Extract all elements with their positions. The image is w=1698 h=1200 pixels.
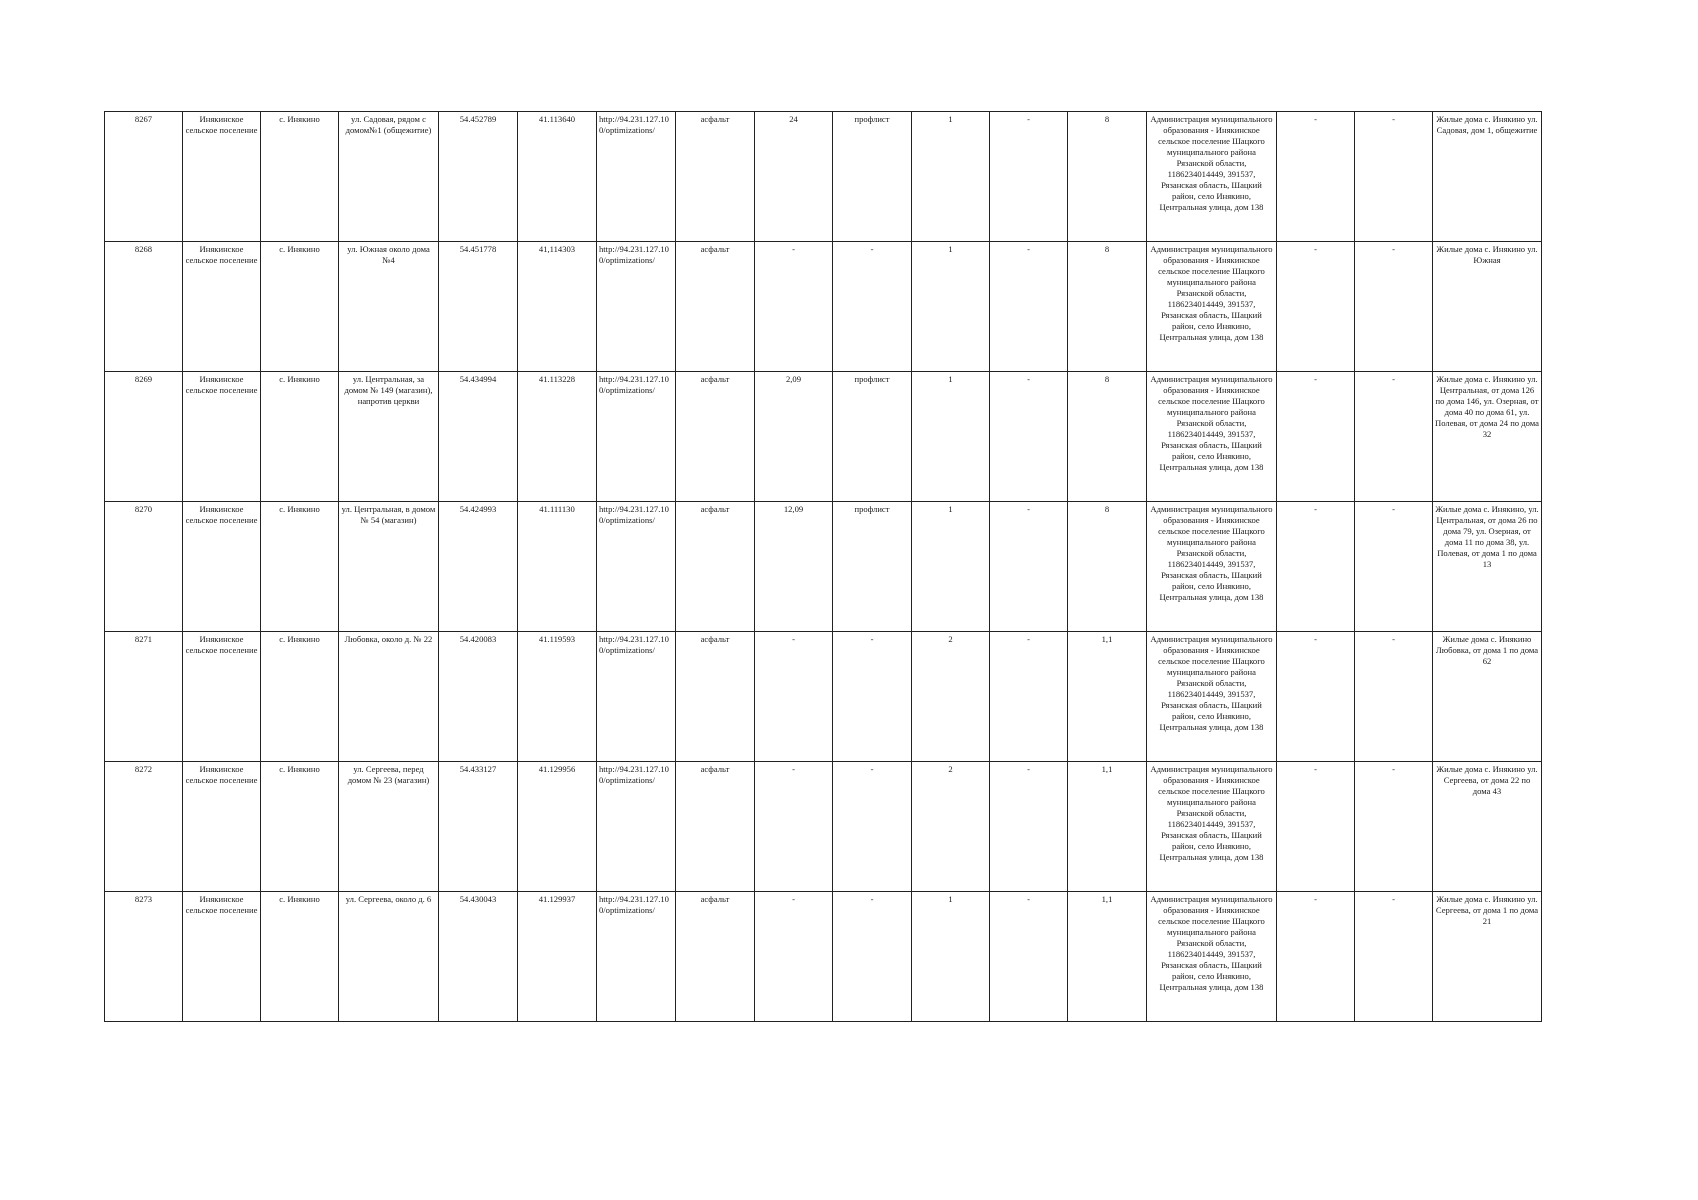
- table-row: [105, 502, 1542, 632]
- container-count-cell: 2: [912, 632, 990, 762]
- table-row: [105, 632, 1542, 762]
- row-number: 8272: [105, 762, 183, 892]
- map-link[interactable]: http://94.231.127.100/optimizations/: [597, 632, 676, 762]
- map-link[interactable]: http://94.231.127.100/optimizations/: [597, 112, 676, 242]
- settlement-cell: Инякинское сельское поселение: [183, 372, 261, 502]
- area-cell: -: [755, 892, 833, 1022]
- container-count-cell: 1: [912, 112, 990, 242]
- longitude-cell: 41.111130: [518, 502, 597, 632]
- volume-cell: 1,1: [1068, 632, 1147, 762]
- extra-cell-1: -: [1277, 242, 1355, 372]
- planned-container-cell: -: [990, 762, 1068, 892]
- address-cell: ул. Сергеева, около д. 6: [339, 892, 439, 1022]
- longitude-cell: 41.113640: [518, 112, 597, 242]
- table-row: [105, 762, 1542, 892]
- fence-cell: профлист: [833, 372, 912, 502]
- container-count-cell: 1: [912, 372, 990, 502]
- owner-cell: Администрация муниципального образования - Инякинское сельское поселение Шацкого муниципального района Рязанской области, 1186234014449, 391537, Рязанская область, Шацкий район, село Инякино, Центральная улица, дом 138: [1147, 112, 1277, 242]
- served-objects-cell: Жилые дома с. Инякино ул. Южная: [1433, 242, 1542, 372]
- row-number: 8273: [105, 892, 183, 1022]
- locality-cell: с. Инякино: [261, 762, 339, 892]
- latitude-cell: 54.430043: [439, 892, 518, 1022]
- extra-cell-2: -: [1355, 112, 1433, 242]
- settlement-cell: Инякинское сельское поселение: [183, 112, 261, 242]
- served-objects-cell: Жилые дома с. Инякино ул. Центральная, от дома 126 по дома 146, ул. Озерная, от дома 40 по дома 61, ул. Полевая, от дома 24 по дома 32: [1433, 372, 1542, 502]
- extra-cell-2: -: [1355, 372, 1433, 502]
- row-number: 8271: [105, 632, 183, 762]
- latitude-cell: 54.420083: [439, 632, 518, 762]
- locality-cell: с. Инякино: [261, 242, 339, 372]
- extra-cell-1: -: [1277, 892, 1355, 1022]
- owner-cell: Администрация муниципального образования - Инякинское сельское поселение Шацкого муниципального района Рязанской области, 1186234014449, 391537, Рязанская область, Шацкий район, село Инякино, Центральная улица, дом 138: [1147, 632, 1277, 762]
- table-row: [105, 372, 1542, 502]
- surface-cell: асфальт: [676, 632, 755, 762]
- owner-cell: Администрация муниципального образования - Инякинское сельское поселение Шацкого муниципального района Рязанской области, 1186234014449, 391537, Рязанская область, Шацкий район, село Инякино, Центральная улица, дом 138: [1147, 892, 1277, 1022]
- planned-container-cell: -: [990, 372, 1068, 502]
- longitude-cell: 41,114303: [518, 242, 597, 372]
- area-cell: 12,09: [755, 502, 833, 632]
- fence-cell: -: [833, 762, 912, 892]
- surface-cell: асфальт: [676, 892, 755, 1022]
- latitude-cell: 54.434994: [439, 372, 518, 502]
- volume-cell: 8: [1068, 502, 1147, 632]
- address-cell: ул. Садовая, рядом с домом№1 (общежитие): [339, 112, 439, 242]
- address-cell: ул. Южная около дома №4: [339, 242, 439, 372]
- registry-table: [104, 111, 1542, 1022]
- extra-cell-1: -: [1277, 762, 1355, 892]
- settlement-cell: Инякинское сельское поселение: [183, 632, 261, 762]
- table-row: [105, 242, 1542, 372]
- volume-cell: 8: [1068, 372, 1147, 502]
- settlement-cell: Инякинское сельское поселение: [183, 892, 261, 1022]
- fence-cell: профлист: [833, 112, 912, 242]
- settlement-cell: Инякинское сельское поселение: [183, 502, 261, 632]
- longitude-cell: 41.129937: [518, 892, 597, 1022]
- served-objects-cell: Жилые дома с. Инякино ул. Садовая, дом 1, общежитие: [1433, 112, 1542, 242]
- row-number: 8268: [105, 242, 183, 372]
- latitude-cell: 54.433127: [439, 762, 518, 892]
- area-cell: -: [755, 632, 833, 762]
- served-objects-cell: Жилые дома с. Инякино ул. Сергеева, от дома 22 по дома 43: [1433, 762, 1542, 892]
- longitude-cell: 41.129956: [518, 762, 597, 892]
- map-link[interactable]: http://94.231.127.100/optimizations/: [597, 242, 676, 372]
- volume-cell: 8: [1068, 242, 1147, 372]
- fence-cell: профлист: [833, 502, 912, 632]
- extra-cell-2: -: [1355, 762, 1433, 892]
- row-number: 8269: [105, 372, 183, 502]
- extra-cell-2: -: [1355, 632, 1433, 762]
- map-link[interactable]: http://94.231.127.100/optimizations/: [597, 502, 676, 632]
- planned-container-cell: -: [990, 632, 1068, 762]
- locality-cell: с. Инякино: [261, 372, 339, 502]
- map-link[interactable]: http://94.231.127.100/optimizations/: [597, 762, 676, 892]
- planned-container-cell: -: [990, 112, 1068, 242]
- served-objects-cell: Жилые дома с. Инякино, ул. Центральная, от дома 26 по дома 79, ул. Озерная, от дома 11 по дома 38, ул. Полевая, от дома 1 по дома 13: [1433, 502, 1542, 632]
- owner-cell: Администрация муниципального образования - Инякинское сельское поселение Шацкого муниципального района Рязанской области, 1186234014449, 391537, Рязанская область, Шацкий район, село Инякино, Центральная улица, дом 138: [1147, 372, 1277, 502]
- area-cell: -: [755, 762, 833, 892]
- extra-cell-1: -: [1277, 372, 1355, 502]
- longitude-cell: 41.113228: [518, 372, 597, 502]
- served-objects-cell: Жилые дома с. Инякино Любовка, от дома 1 по дома 62: [1433, 632, 1542, 762]
- fence-cell: -: [833, 892, 912, 1022]
- volume-cell: 1,1: [1068, 762, 1147, 892]
- latitude-cell: 54.451778: [439, 242, 518, 372]
- owner-cell: Администрация муниципального образования - Инякинское сельское поселение Шацкого муниципального района Рязанской области, 1186234014449, 391537, Рязанская область, Шацкий район, село Инякино, Центральная улица, дом 138: [1147, 242, 1277, 372]
- latitude-cell: 54.424993: [439, 502, 518, 632]
- locality-cell: с. Инякино: [261, 112, 339, 242]
- owner-cell: Администрация муниципального образования - Инякинское сельское поселение Шацкого муниципального района Рязанской области, 1186234014449, 391537, Рязанская область, Шацкий район, село Инякино, Центральная улица, дом 138: [1147, 502, 1277, 632]
- volume-cell: 8: [1068, 112, 1147, 242]
- address-cell: ул. Центральная, в домом № 54 (магазин): [339, 502, 439, 632]
- locality-cell: с. Инякино: [261, 892, 339, 1022]
- surface-cell: асфальт: [676, 242, 755, 372]
- table-row: [105, 892, 1542, 1022]
- surface-cell: асфальт: [676, 502, 755, 632]
- container-count-cell: 1: [912, 892, 990, 1022]
- extra-cell-2: -: [1355, 502, 1433, 632]
- planned-container-cell: -: [990, 242, 1068, 372]
- map-link[interactable]: http://94.231.127.100/optimizations/: [597, 372, 676, 502]
- locality-cell: с. Инякино: [261, 632, 339, 762]
- row-number: 8270: [105, 502, 183, 632]
- surface-cell: асфальт: [676, 372, 755, 502]
- surface-cell: асфальт: [676, 112, 755, 242]
- extra-cell-1: -: [1277, 632, 1355, 762]
- planned-container-cell: -: [990, 502, 1068, 632]
- longitude-cell: 41.119593: [518, 632, 597, 762]
- row-number: 8267: [105, 112, 183, 242]
- surface-cell: асфальт: [676, 762, 755, 892]
- extra-cell-2: -: [1355, 242, 1433, 372]
- settlement-cell: Инякинское сельское поселение: [183, 762, 261, 892]
- fence-cell: -: [833, 632, 912, 762]
- area-cell: 24: [755, 112, 833, 242]
- address-cell: Любовка, около д. № 22: [339, 632, 439, 762]
- served-objects-cell: Жилые дома с. Инякино ул. Сергеева, от дома 1 по дома 21: [1433, 892, 1542, 1022]
- area-cell: -: [755, 242, 833, 372]
- extra-cell-1: -: [1277, 112, 1355, 242]
- document-page: [104, 111, 1541, 1022]
- container-count-cell: 1: [912, 502, 990, 632]
- table-row: [105, 112, 1542, 242]
- planned-container-cell: -: [990, 892, 1068, 1022]
- settlement-cell: Инякинское сельское поселение: [183, 242, 261, 372]
- extra-cell-2: -: [1355, 892, 1433, 1022]
- address-cell: ул. Центральная, за домом № 149 (магазин), напротив церкви: [339, 372, 439, 502]
- fence-cell: -: [833, 242, 912, 372]
- container-count-cell: 2: [912, 762, 990, 892]
- address-cell: ул. Сергеева, перед домом № 23 (магазин): [339, 762, 439, 892]
- owner-cell: Администрация муниципального образования - Инякинское сельское поселение Шацкого муниципального района Рязанской области, 1186234014449, 391537, Рязанская область, Шацкий район, село Инякино, Центральная улица, дом 138: [1147, 762, 1277, 892]
- extra-cell-1: -: [1277, 502, 1355, 632]
- locality-cell: с. Инякино: [261, 502, 339, 632]
- volume-cell: 1,1: [1068, 892, 1147, 1022]
- area-cell: 2,09: [755, 372, 833, 502]
- container-count-cell: 1: [912, 242, 990, 372]
- latitude-cell: 54.452789: [439, 112, 518, 242]
- map-link[interactable]: http://94.231.127.100/optimizations/: [597, 892, 676, 1022]
